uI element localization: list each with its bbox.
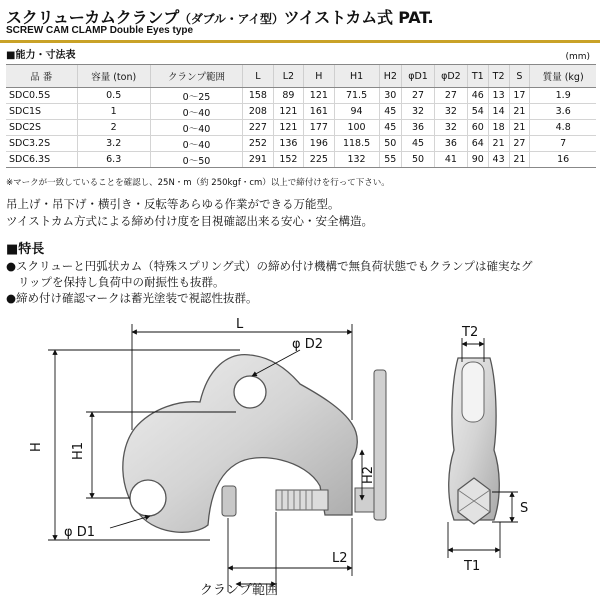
table-cell: 21	[488, 136, 509, 152]
table-cell: SDC1S	[6, 104, 77, 120]
table-cell: 89	[273, 88, 303, 104]
table-cell: 50	[379, 136, 402, 152]
column-header: T2	[488, 65, 509, 88]
table-cell: 41	[434, 152, 467, 168]
column-header: H2	[379, 65, 402, 88]
table-cell: 50	[402, 152, 435, 168]
table-cell: 196	[304, 136, 334, 152]
feature-item: ●スクリューと円弧状カム（特殊スプリング式）の締め付け機構で無負荷状態でもクランプは確実なグ	[6, 259, 533, 273]
dim-L: L	[236, 317, 244, 332]
column-header: クランプ範囲	[150, 65, 242, 88]
table-cell: SDC0.5S	[6, 88, 77, 104]
table-cell: 132	[334, 152, 379, 168]
table-cell: 1.9	[530, 88, 596, 104]
table-cell: 3.2	[77, 136, 150, 152]
column-header: 質量 (kg)	[530, 65, 596, 88]
table-cell: 121	[273, 120, 303, 136]
title-type: （ダブル・アイ型）	[179, 12, 284, 26]
table-cell: 0～40	[150, 136, 242, 152]
table-cell: SDC2S	[6, 120, 77, 136]
dim-S: S	[520, 501, 529, 516]
table-cell: 90	[467, 152, 488, 168]
table-cell: 21	[509, 104, 530, 120]
column-header: 品 番	[6, 65, 77, 88]
table-cell: 152	[273, 152, 303, 168]
intro-text	[6, 196, 373, 230]
table-header-row	[6, 65, 596, 88]
table-cell: 27	[402, 88, 435, 104]
table-cell: 0～50	[150, 152, 242, 168]
column-header: L2	[273, 65, 303, 88]
table-cell: 36	[434, 136, 467, 152]
table-cell: 71.5	[334, 88, 379, 104]
table-cell: 0～40	[150, 104, 242, 120]
table-cell: 121	[273, 104, 303, 120]
table-cell: 60	[467, 120, 488, 136]
table-cell: 121	[304, 88, 334, 104]
dim-clamp-range: クランプ範囲	[200, 583, 279, 598]
table-cell: 54	[467, 104, 488, 120]
intro-line: 吊上げ・吊下げ・横引き・反転等あらゆる作業ができる万能型。	[6, 197, 340, 211]
table-cell: 136	[273, 136, 303, 152]
table-cell: 6.3	[77, 152, 150, 168]
dim-T2: T2	[462, 325, 479, 340]
column-header: T1	[467, 65, 488, 88]
column-header: L	[243, 65, 273, 88]
table-cell: 36	[402, 120, 435, 136]
table-row	[6, 120, 596, 136]
table-cell: SDC3.2S	[6, 136, 77, 152]
table-cell: 64	[467, 136, 488, 152]
dim-phi-d1: φ D1	[64, 525, 95, 540]
table-cell: 100	[334, 120, 379, 136]
table-cell: 55	[379, 152, 402, 168]
table-cell: 252	[243, 136, 273, 152]
table-cell: 94	[334, 104, 379, 120]
table-cell: 7	[530, 136, 596, 152]
table-cell: 17	[509, 88, 530, 104]
unit-label: (mm)	[565, 52, 590, 62]
table-cell: 118.5	[334, 136, 379, 152]
table-cell: 45	[379, 120, 402, 136]
table-cell: 208	[243, 104, 273, 120]
dim-T1: T1	[464, 559, 481, 574]
feature-item: ●締め付け確認マークは蓄光塗装で視認性抜群。	[6, 291, 258, 305]
table-cell: 43	[488, 152, 509, 168]
table-cell: 1	[77, 104, 150, 120]
table-cell: 14	[488, 104, 509, 120]
table-cell: 4.8	[530, 120, 596, 136]
table-cell: 27	[509, 136, 530, 152]
accent-rule	[0, 40, 600, 43]
column-header: H	[304, 65, 334, 88]
table-cell: 16	[530, 152, 596, 168]
table-cell: 177	[304, 120, 334, 136]
column-header: S	[509, 65, 530, 88]
table-row	[6, 104, 596, 120]
column-header: 容量 (ton)	[77, 65, 150, 88]
title-rest: ツイストカム式 PAT.	[283, 8, 434, 27]
cam-jaw	[222, 486, 236, 516]
dimension-drawing	[0, 300, 600, 600]
table-cell: 291	[243, 152, 273, 168]
screw-body	[276, 490, 328, 510]
page-subtitle: SCREW CAM CLAMP Double Eyes type	[6, 25, 194, 36]
table-cell: 32	[402, 104, 435, 120]
column-header: H1	[334, 65, 379, 88]
table-row	[6, 88, 596, 104]
clamp-side-view	[449, 358, 500, 524]
upper-eye-hole	[234, 376, 266, 408]
table-cell: 45	[402, 136, 435, 152]
table-cell: 0～25	[150, 88, 242, 104]
table-cell: 2	[77, 120, 150, 136]
dim-H1: H1	[71, 441, 86, 460]
table-body	[6, 88, 596, 168]
table-cell: 0～40	[150, 120, 242, 136]
clamp-front-view	[123, 355, 386, 533]
column-header: φD2	[434, 65, 467, 88]
spec-table	[6, 64, 596, 168]
table-cell: 30	[379, 88, 402, 104]
table-cell: 32	[434, 120, 467, 136]
lower-eye-hole	[130, 480, 166, 516]
table-cell: 3.6	[530, 104, 596, 120]
features-list	[6, 258, 596, 306]
dim-L2: L2	[332, 551, 348, 566]
intro-line: ツイストカム方式による締め付け度を目視確認出来る安心・安全構造。	[6, 214, 373, 228]
spec-section-heading: ■能力・寸法表	[6, 50, 76, 61]
table-cell: 21	[509, 152, 530, 168]
table-cell: 13	[488, 88, 509, 104]
table-cell: 227	[243, 120, 273, 136]
table-cell: 27	[434, 88, 467, 104]
table-row	[6, 152, 596, 168]
table-cell: SDC6.3S	[6, 152, 77, 168]
dim-phi-d2: φ D2	[292, 337, 323, 352]
table-cell: 46	[467, 88, 488, 104]
title-main: スクリューカムクランプ	[6, 8, 180, 27]
table-cell: 158	[243, 88, 273, 104]
table-cell: 45	[379, 104, 402, 120]
feature-item-continued: リップを保持し負荷中の耐振性も抜群。	[18, 275, 225, 289]
table-cell: 161	[304, 104, 334, 120]
table-row	[6, 136, 596, 152]
table-cell: 32	[434, 104, 467, 120]
features-heading: ■特長	[6, 242, 45, 257]
torque-note: ※マークが一致していることを確認し、25N・m（約 250kgf・cm）以上で締付けを行って下さい。	[6, 178, 390, 188]
column-header: φD1	[402, 65, 435, 88]
dim-H: H	[29, 442, 44, 452]
table-cell: 18	[488, 120, 509, 136]
table-cell: 225	[304, 152, 334, 168]
table-cell: 0.5	[77, 88, 150, 104]
t-handle	[374, 370, 386, 520]
dim-H2: H2	[361, 465, 376, 484]
table-cell: 21	[509, 120, 530, 136]
